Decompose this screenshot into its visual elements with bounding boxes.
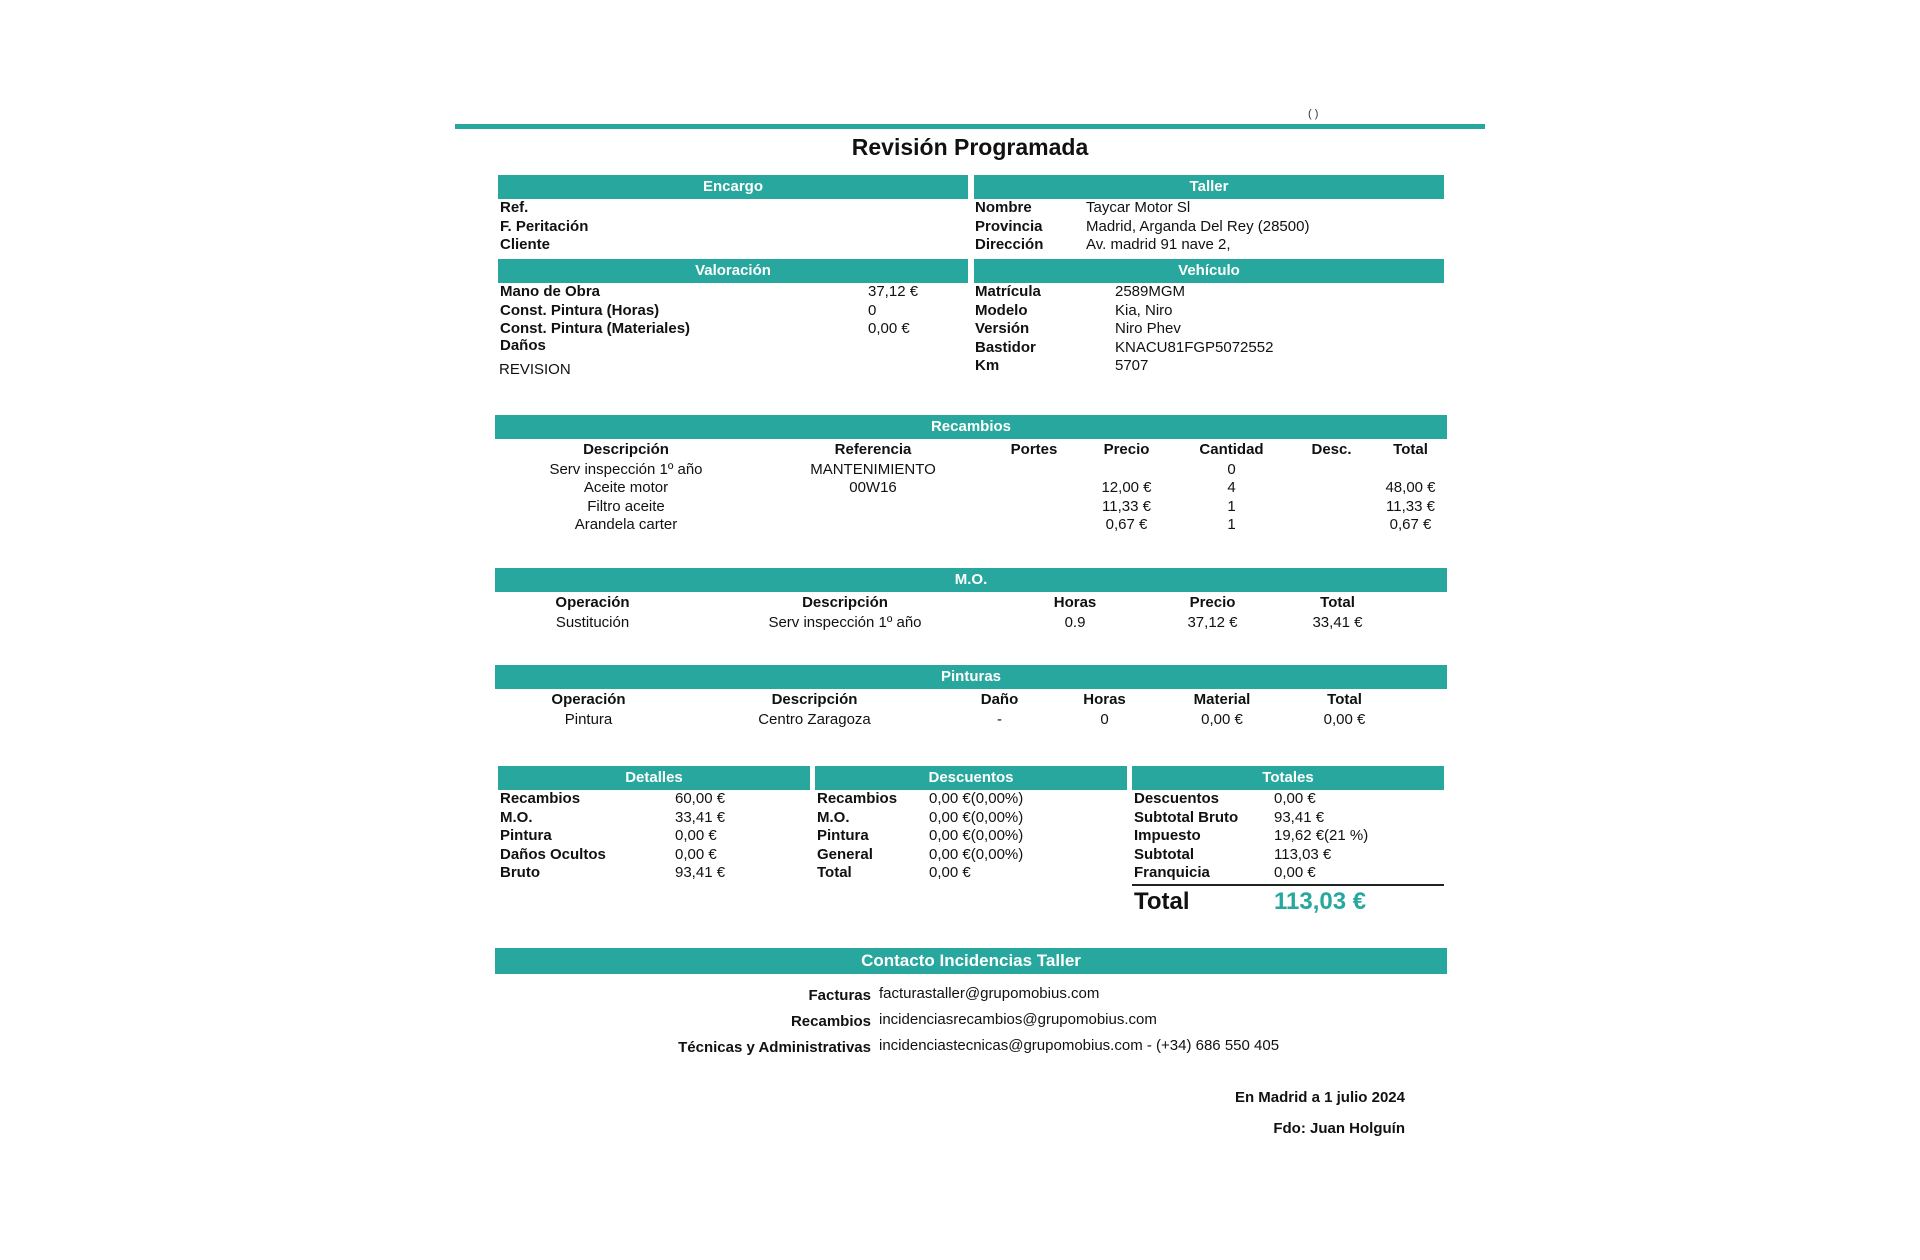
table-cell: 0: [1100, 710, 1109, 728]
table-cell: [1374, 460, 1447, 479]
column-header: Descripción: [771, 691, 858, 708]
table-cell: [989, 460, 1079, 479]
vehiculo-row: [975, 302, 1443, 321]
detalles-label: M.O.: [500, 808, 533, 826]
table-cell: 0,67 €: [1105, 516, 1148, 534]
contact-label: Técnicas y Administrativas: [678, 1039, 871, 1056]
contact-row: [495, 1039, 871, 1059]
column-header: Portes: [1010, 441, 1058, 458]
spacer-cell: [1402, 710, 1447, 729]
totales-row: [1134, 864, 1444, 883]
table-cell: 1: [1227, 497, 1236, 515]
contact-row: [495, 987, 871, 1007]
vehiculo-label: Bastidor: [975, 338, 1036, 356]
detalles-row: [500, 827, 810, 846]
descuentos-label: General: [817, 845, 873, 863]
table-cell: [1289, 497, 1374, 516]
contact-email[interactable]: facturastaller@grupomobius.com: [879, 985, 1100, 1002]
contact-email[interactable]: incidenciastecnicas@grupomobius.com - (+34) 686 550 405: [879, 1037, 1280, 1054]
vehiculo-row: [975, 357, 1443, 376]
spacer-cell: [1402, 689, 1447, 710]
totales-row: [1134, 790, 1444, 809]
descuentos-label: Pintura: [817, 827, 869, 844]
taller-row: [975, 236, 1443, 255]
table-cell: [989, 497, 1079, 516]
table-cell: Arandela carter: [574, 516, 678, 534]
column-header: Cantidad: [1199, 441, 1264, 458]
descuentos-label: Total: [817, 864, 852, 881]
vehiculo-value: Kia, Niro: [1115, 301, 1173, 319]
valoracion-row: [500, 283, 968, 302]
descuentos-value: 0,00 €: [929, 827, 971, 844]
column-header: Total: [1327, 691, 1362, 708]
table-cell: [757, 516, 989, 535]
totales-label: Descuentos: [1134, 790, 1220, 807]
grand-total-value: 113,03 €: [1274, 888, 1367, 915]
totales-row: [1134, 827, 1444, 846]
section-header-vehiculo: Vehículo: [974, 259, 1444, 283]
totales-row: [1134, 809, 1444, 828]
taller-row: [975, 199, 1443, 218]
column-header: Precio: [1189, 594, 1236, 611]
table-cell: Filtro aceite: [587, 497, 665, 515]
section-header-encargo: Encargo: [498, 175, 968, 199]
vehiculo-row: [975, 283, 1443, 302]
table-cell: 37,12 €: [1187, 613, 1238, 631]
encargo-label: Cliente: [500, 236, 551, 253]
descuentos-label: Recambios: [817, 790, 898, 807]
descuentos-value: 0,00 €: [929, 845, 971, 863]
taller-label: Provincia: [975, 217, 1043, 235]
encargo-row: [500, 218, 968, 237]
descuentos-row: [817, 809, 1127, 828]
vehiculo-value: Niro Phev: [1115, 320, 1181, 337]
table-row: [495, 479, 1447, 498]
table-cell: [989, 516, 1079, 535]
detalles-value: 60,00 €: [675, 790, 726, 807]
table-cell: 11,33 €: [1102, 497, 1151, 515]
danos-value: REVISION: [499, 361, 571, 378]
section-header-pinturas: Pinturas: [495, 665, 1447, 689]
table-header-row: [495, 592, 1447, 613]
totales-value: 113,03 €: [1274, 845, 1332, 863]
encargo-label: Ref.: [500, 199, 529, 216]
column-header: Total: [1393, 441, 1428, 458]
table-row: [495, 516, 1447, 535]
encargo-label: F. Peritación: [500, 217, 589, 235]
vehiculo-row: [975, 339, 1443, 358]
table-header-row: [495, 689, 1447, 710]
detalles-value: 0,00 €: [675, 845, 717, 863]
totales-label: Franquicia: [1134, 864, 1210, 881]
section-header-contacto: Contacto Incidencias Taller: [495, 948, 1447, 974]
descuentos-label: M.O.: [817, 808, 850, 826]
table-cell: Serv inspección 1º año: [549, 460, 703, 478]
valoracion-label: Const. Pintura (Horas): [500, 301, 660, 319]
detalles-label: Daños Ocultos: [500, 845, 606, 863]
detalles-block: [500, 790, 810, 883]
detalles-value: 33,41 €: [675, 808, 726, 826]
column-header: Desc.: [1311, 441, 1352, 458]
table-cell: 4: [1227, 479, 1236, 497]
table-row: [495, 710, 1447, 729]
vehiculo-block: [975, 283, 1443, 376]
mo-table: [495, 592, 1447, 632]
table-cell: [1289, 460, 1374, 479]
page-title: Revisión Programada: [851, 134, 1089, 160]
detalles-label: Recambios: [500, 790, 581, 807]
valoracion-value: 37,12 €: [868, 283, 919, 300]
valoracion-value: 0: [868, 301, 877, 319]
totales-value: 93,41 €: [1274, 808, 1325, 826]
table-cell: Aceite motor: [583, 479, 669, 497]
column-header: Operación: [555, 594, 630, 611]
detalles-row: [500, 846, 810, 865]
contact-label: Facturas: [808, 987, 871, 1004]
descuentos-value: 0,00 €: [929, 790, 971, 807]
table-row: [495, 460, 1447, 479]
encargo-row: [500, 236, 968, 255]
encargo-block: [500, 199, 968, 255]
taller-value: Av. madrid 91 nave 2,: [1086, 236, 1231, 253]
table-cell: 33,41 €: [1312, 613, 1363, 631]
vehiculo-label: Versión: [975, 320, 1030, 337]
table-header-row: [495, 439, 1447, 460]
danos-row: [500, 337, 968, 356]
descuentos-row: [817, 790, 1127, 809]
table-cell: 00W16: [849, 479, 897, 497]
table-cell: [1289, 516, 1374, 535]
descuentos-block: [817, 790, 1127, 883]
spacer-cell: [1400, 592, 1447, 613]
pinturas-table: [495, 689, 1447, 729]
grand-total-row: [1134, 886, 1444, 921]
descuentos-row: [817, 846, 1127, 865]
table-cell: -: [997, 710, 1002, 728]
detalles-row: [500, 809, 810, 828]
detalles-value: 0,00 €: [675, 827, 717, 844]
totales-label: Impuesto: [1134, 827, 1201, 844]
table-cell: 0,00 €: [1323, 710, 1366, 728]
table-cell: [757, 497, 989, 516]
taller-row: [975, 218, 1443, 237]
taller-value: Taycar Motor Sl: [1086, 199, 1191, 216]
table-cell: [1289, 479, 1374, 498]
valoracion-row: [500, 302, 968, 321]
contact-label: Recambios: [790, 1013, 871, 1030]
vehiculo-label: Km: [975, 357, 1000, 374]
valoracion-label: Mano de Obra: [500, 283, 601, 300]
detalles-value: 93,41 €: [675, 864, 726, 881]
totales-block: [1134, 790, 1444, 883]
valoracion-label: Const. Pintura (Materiales): [500, 320, 691, 337]
column-header: Daño: [980, 691, 1019, 708]
table-cell: [1079, 460, 1174, 479]
scribble-mark: ( ): [1308, 108, 1319, 120]
table-cell: Serv inspección 1º año: [768, 613, 922, 631]
table-cell: 1: [1227, 516, 1236, 534]
column-header: Descripción: [802, 594, 888, 611]
totales-value: 19,62 €(21 %): [1274, 827, 1369, 844]
valoracion-row: [500, 320, 968, 339]
descuentos-value: 0,00 €: [929, 808, 971, 826]
descuentos-percent: (0,00%): [970, 790, 1024, 807]
table-cell: Centro Zaragoza: [758, 710, 871, 728]
column-header: Total: [1320, 594, 1355, 611]
valoracion-block: [500, 283, 968, 380]
contact-email[interactable]: incidenciasrecambios@grupomobius.com: [879, 1011, 1157, 1028]
taller-label: Nombre: [975, 199, 1032, 216]
descuentos-value: 0,00 €: [929, 864, 971, 881]
totales-value: 0,00 €: [1274, 790, 1316, 807]
table-cell: 0,00 €: [1201, 710, 1243, 728]
vehiculo-label: Matrícula: [975, 283, 1041, 300]
vehiculo-value: 5707: [1115, 357, 1149, 374]
vehiculo-row: [975, 320, 1443, 339]
column-header: Referencia: [834, 441, 912, 458]
table-cell: Pintura: [564, 710, 613, 728]
section-header-valoracion: Valoración: [498, 259, 968, 283]
column-header: Descripción: [583, 441, 669, 458]
column-header: Operación: [551, 691, 626, 708]
grand-total-label: Total: [1134, 888, 1190, 915]
totales-row: [1134, 846, 1444, 865]
totales-label: Subtotal: [1134, 845, 1194, 863]
column-header: Material: [1193, 691, 1251, 708]
column-header: Horas: [1083, 691, 1126, 708]
vehiculo-value: 2589MGM: [1115, 283, 1186, 300]
descuentos-percent: (0,00%): [970, 845, 1024, 863]
taller-label: Dirección: [975, 236, 1044, 253]
table-row: [495, 613, 1447, 632]
signatory: Fdo: Juan Holguín: [1273, 1120, 1405, 1137]
recambios-table: [495, 439, 1447, 534]
descuentos-percent: (0,00%): [970, 827, 1024, 844]
table-cell: 0,67 €: [1389, 516, 1432, 534]
descuentos-percent: (0,00%): [970, 808, 1024, 826]
column-header: Horas: [1053, 594, 1097, 611]
vehiculo-label: Modelo: [975, 301, 1028, 319]
table-cell: Sustitución: [555, 613, 630, 631]
section-header-detalles: Detalles: [498, 766, 810, 790]
detalles-row: [500, 790, 810, 809]
section-header-taller: Taller: [974, 175, 1444, 199]
contact-row: [495, 1013, 871, 1033]
table-cell: [989, 479, 1079, 498]
section-header-totales: Totales: [1132, 766, 1444, 790]
descuentos-row: [817, 827, 1127, 846]
section-header-descuentos: Descuentos: [815, 766, 1127, 790]
totales-value: 0,00 €: [1274, 864, 1316, 881]
taller-value: Madrid, Arganda Del Rey (28500): [1086, 217, 1310, 235]
danos-label: Daños: [500, 336, 546, 354]
totales-label: Subtotal Bruto: [1134, 808, 1239, 826]
table-cell: MANTENIMIENTO: [810, 460, 936, 478]
table-cell: 0: [1227, 460, 1236, 478]
descuentos-row: [817, 864, 1127, 883]
place-date: En Madrid a 1 julio 2024: [1234, 1089, 1405, 1106]
header-rule: [455, 124, 1485, 129]
table-cell: 11,33 €: [1386, 497, 1435, 515]
detalles-label: Bruto: [500, 864, 540, 881]
table-cell: 48,00 €: [1385, 479, 1436, 497]
taller-block: [975, 199, 1443, 255]
detalles-label: Pintura: [500, 827, 552, 844]
detalles-row: [500, 864, 810, 883]
vehiculo-value: KNACU81FGP5072552: [1115, 338, 1274, 356]
spacer-cell: [1400, 613, 1447, 632]
section-header-mo: M.O.: [495, 568, 1447, 592]
section-header-recambios: Recambios: [495, 415, 1447, 439]
valoracion-value: 0,00 €: [868, 320, 910, 337]
encargo-row: [500, 199, 968, 218]
column-header: Precio: [1103, 441, 1150, 458]
table-cell: 0.9: [1064, 613, 1086, 631]
table-cell: 12,00 €: [1101, 479, 1152, 497]
table-row: [495, 497, 1447, 516]
